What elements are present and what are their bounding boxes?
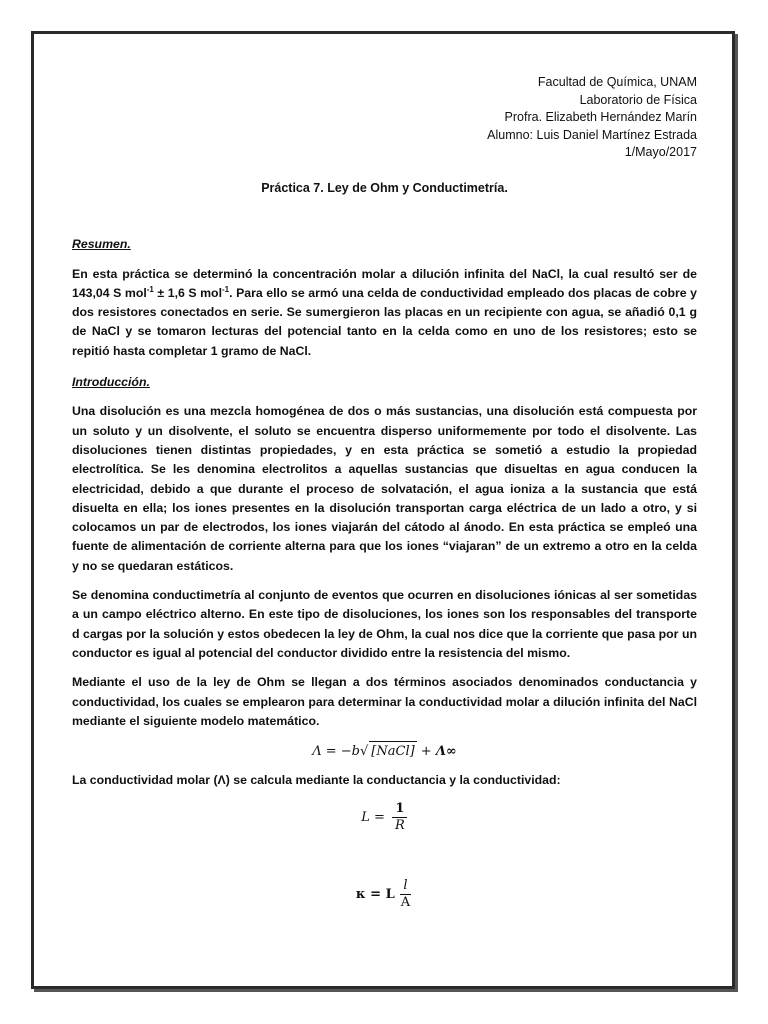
resumen-text-b: . Para ello se armó una celda de conductividad empleado dos placas de cobre y dos resistores conectados en serie. Se sumergieron las placas en un recipiente con agua, se añadió 0,1 g de NaCl y se tomaron lecturas del potencial tanto en la celda como en uno de los resistores; esto se repitió hasta completar 1 gramo de NaCl. (72, 285, 697, 358)
equation-conductance (72, 801, 697, 834)
header-line-lab: Laboratorio de Física (579, 92, 697, 107)
eq3-fraction (398, 878, 413, 911)
document-title: Práctica 7. Ley de Ohm y Conductimetría. (261, 180, 508, 195)
document-page (31, 31, 735, 989)
eq2-fraction (392, 801, 408, 834)
eq3-lhs: κ = (355, 886, 386, 902)
intro-paragraph-3: Mediante el uso de la ley de Ohm se llegan a dos términos asociados denominados conductancia y conductividad, los cuales se emplearon para determinar la conductividad molar a dilución infinita del NaCl mediante el siguiente modelo matemático. (72, 675, 697, 728)
intro-paragraph-4: La conductividad molar (Λ) se calcula mediante la conductancia y la conductividad: (72, 773, 561, 788)
eq1-radicand: [NaCl] (369, 741, 416, 761)
resumen-value-a: 143,04 S mol (72, 285, 147, 300)
header-line-student: Alumno: Luis Daniel Martínez Estrada (487, 127, 697, 142)
header-line-date: 1/Mayo/2017 (624, 145, 697, 160)
eq2-numerator: 1 (392, 801, 407, 818)
header-line-faculty: Facultad de Química, UNAM (537, 75, 697, 89)
resumen-paragraph (72, 265, 697, 361)
eq1-lhs: Λ = (312, 744, 341, 760)
equation-conductivity (72, 878, 697, 911)
eq3-numerator: l (400, 878, 410, 895)
eq2-lhs: L = (361, 809, 389, 825)
resumen-pm: ± (153, 285, 168, 300)
page-content (72, 74, 697, 911)
header-line-professor: Profra. Elizabeth Hernández Marín (504, 110, 697, 125)
resumen-sup-b: -1 (221, 284, 230, 294)
intro-paragraph-1: Una disolución es una mezcla homogénea de dos o más sustancias, una disolución está compuesta por un soluto y un disolvente, el soluto se encuentra disperso uniformemente por todo el disolvente. Las disoluciones tienen distintas propiedades, y en esta práctica se sometió a estudio la propiedad electrolítica. Se les denomina electrolitos a aquellas sustancias que disueltas en agua conducen la electricidad, debido a que durante el proceso de solvatación, el agua ioniza a la sustancia que está disuelta en ella; los iones presentes en la disolución transportan carga eléctrica de un lado a otro, y si colocamos un par de electrodos, los iones viajarán del cátodo al ánodo. En esta práctica se empleó una fuente de alimentación de corriente alterna para que los iones “viajaran” de un extremo a otro en la celda y no se quedaran estáticos. (72, 404, 697, 573)
resumen-text-a: En esta práctica se determinó la concentración molar a dilución infinita del NaCl, la cual resultó ser de (72, 266, 697, 281)
header-block (72, 74, 697, 162)
equation-molar-conductivity (72, 741, 697, 761)
eq1-plus: + (416, 744, 436, 760)
eq1-minus-b: −b (340, 744, 360, 760)
eq1-sqrt-symbol: √ (360, 744, 369, 760)
section-heading-resumen: Resumen. (72, 237, 131, 252)
section-heading-introduccion: Introducción. (72, 375, 150, 390)
eq3-denominator: A (400, 894, 411, 910)
resumen-value-b: 1,6 S mol (167, 285, 222, 300)
eq1-lambda-infinity: Λ∞ (435, 744, 457, 760)
resumen-sup-a: -1 (146, 284, 154, 294)
intro-paragraph-2: Se denomina conductimetría al conjunto de eventos que ocurren en disoluciones iónicas al ser sometidas a un campo eléctrico alterno. En este tipo de disoluciones, los iones son los responsables del transporte d cargas por la solución y estos obedecen la ley de Ohm, la cual nos dice que la corriente que pasa por un conductor es igual al potencial del conductor dividido entre la resistencia del mismo. (72, 588, 697, 660)
eq2-denominator: R (395, 817, 405, 833)
eq3-L: L (385, 886, 395, 902)
